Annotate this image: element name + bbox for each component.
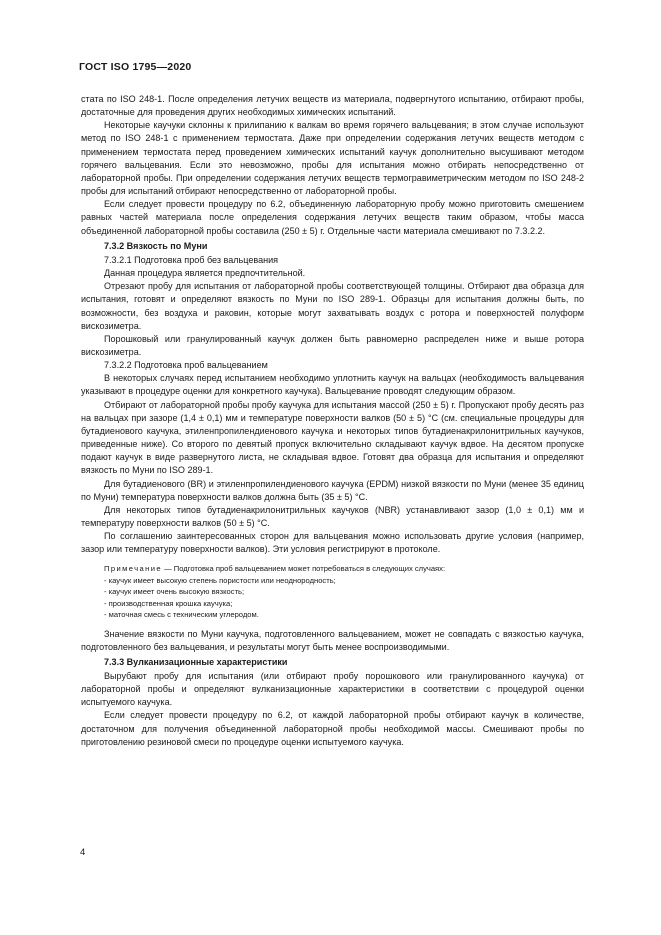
paragraph: Данная процедура является предпочтительной. [104, 268, 306, 279]
paragraph: Порошковый или гранулированный каучук должен быть равномерно распределен ниже и выше ротора вискозиметра. [81, 333, 584, 357]
note-heading [81, 563, 584, 574]
note-label: Примечание [104, 564, 162, 574]
note-list-item: - каучук имеет очень высокую вязкость; [104, 587, 245, 597]
subsection-heading-7-3-2-2: 7.3.2.2 Подготовка проб вальцеванием [104, 360, 268, 371]
paragraph: Некоторые каучуки склонны к прилипанию к валкам во время горячего вальцевания; в этом случае используют метод по ISO 248-1 с применением термостата. Даже при определении содержания летучих веществ методом с применением термостата перед проведением химических испытаний каучук дополнительно высушивают методом горячего вальцевания. Если это невозможно, пробы для испытания можно отбирать непосредственно от лабораторной пробы. При определении содержания летучих веществ термогравиметрическим методом по ISO 248-2 пробы для испытаний отбирают непосредственно от лабораторной пробы. [81, 120, 584, 197]
page-number: 4 [80, 847, 86, 858]
section-heading-7-3-2: 7.3.2 Вязкость по Муни [104, 240, 208, 251]
note-list-item: - маточная смесь с техническим углеродом. [104, 610, 259, 620]
paragraph: По соглашению заинтересованных сторон для вальцевания можно использовать другие условия (например, зазор или температуру поверхности валков). Эти условия регистрируют в протоколе. [81, 531, 584, 555]
paragraph: Отрезают пробу для испытания от лабораторной пробы соответствующей толщины. Отбирают два образца для испытания, готовят и определяют вязкость по Муни по ISO 289-1. Образцы для испытания должны быть, по возможности, без воздуха и раковин, которые могут захватывать воздух с ротора и поверхностей полуформ вискозиметра. [81, 281, 584, 331]
paragraph: Для некоторых типов бутадиенакрилонитрильных каучуков (NBR) устанавливают зазор (1,0 ± 0,1) мм и температуру поверхности валков (50 ± 5) °С. [81, 504, 584, 528]
paragraph: стата по ISO 248-1. После определения летучих веществ из материала, подвергнутого испытанию, отбирают пробы, достаточные для проведения других необходимых химических испытаний. [81, 94, 584, 118]
note-block [81, 563, 584, 620]
paragraph: Вырубают пробу для испытания (или отбирают пробу порошкового или гранулированного каучука) от лабораторной пробы и определяют вулканизационные характеристики в соответствии с процедурой оценки испытуемого каучука. [81, 670, 584, 708]
document-body [81, 93, 584, 749]
note-intro: — Подготовка проб вальцеванием может потребоваться в следующих случаях: [161, 564, 446, 574]
paragraph: Отбирают от лабораторной пробы пробу каучука для испытания массой (250 ± 5) г. Пропускают пробу десять раз на вальцах при зазоре (1,4 ± 0,1) мм и температуре поверхности валков (50 ± 5) °С (см. специальные процедуры для бутадиенового каучука, этиленпропилендиенового каучука и некоторых типов бутадиенакрилонитрильных каучуков, приведенные ниже). Со второго по девятый пропуск включительно складывают каучук вдвое. На десятом пропуске подают каучук в виде развернутого листа, не складывая вдвое. Готовят два образца для испытания и определяют вязкость по Муни по ISO 289-1. [81, 399, 584, 476]
subsection-heading-7-3-2-1: 7.3.2.1 Подготовка проб без вальцевания [104, 254, 279, 265]
paragraph: Если следует провести процедуру по 6.2, объединенную лабораторную пробу можно приготовить смешением равных частей материала после определения содержания летучих веществ таким образом, чтобы масса объединенной лабораторной пробы составила (250 ± 5) г. Отдельные части материала смешивают по 7.3.2.2. [81, 199, 584, 236]
document-header: ГОСТ ISO 1795—2020 [79, 61, 192, 73]
paragraph: Для бутадиенового (BR) и этиленпропилендиенового каучука (EPDM) низкой вязкости по Муни (менее 35 единиц по Муни) температура поверхности валков должна быть (35 ± 5) °С. [81, 478, 584, 502]
paragraph: Значение вязкости по Муни каучука, подготовленного вальцеванием, может не совпадать с вязкостью каучука, подготовленного без вальцевания, и результаты могут быть менее воспроизводимыми. [81, 628, 584, 652]
note-list-item: - каучук имеет высокую степень пористости или неоднородность; [104, 575, 336, 585]
section-heading-7-3-3: 7.3.3 Вулканизационные характеристики [104, 656, 288, 667]
paragraph: В некоторых случаях перед испытанием необходимо уплотнить каучук на вальцах (необходимость вальцевания указывают в процедуре оценки для конкретного каучука). Вальцевание проводят следующим образом. [81, 373, 584, 397]
note-list-item: - производственная крошка каучука; [104, 598, 233, 608]
paragraph: Если следует провести процедуру по 6.2, от каждой лабораторной пробы отбирают каучук в количестве, достаточном для получения объединенной лабораторной пробы необходимой массы. Смешивают пробы по приготовлению резиновой смеси по процедуре оценки испытуемого каучука. [81, 710, 584, 747]
